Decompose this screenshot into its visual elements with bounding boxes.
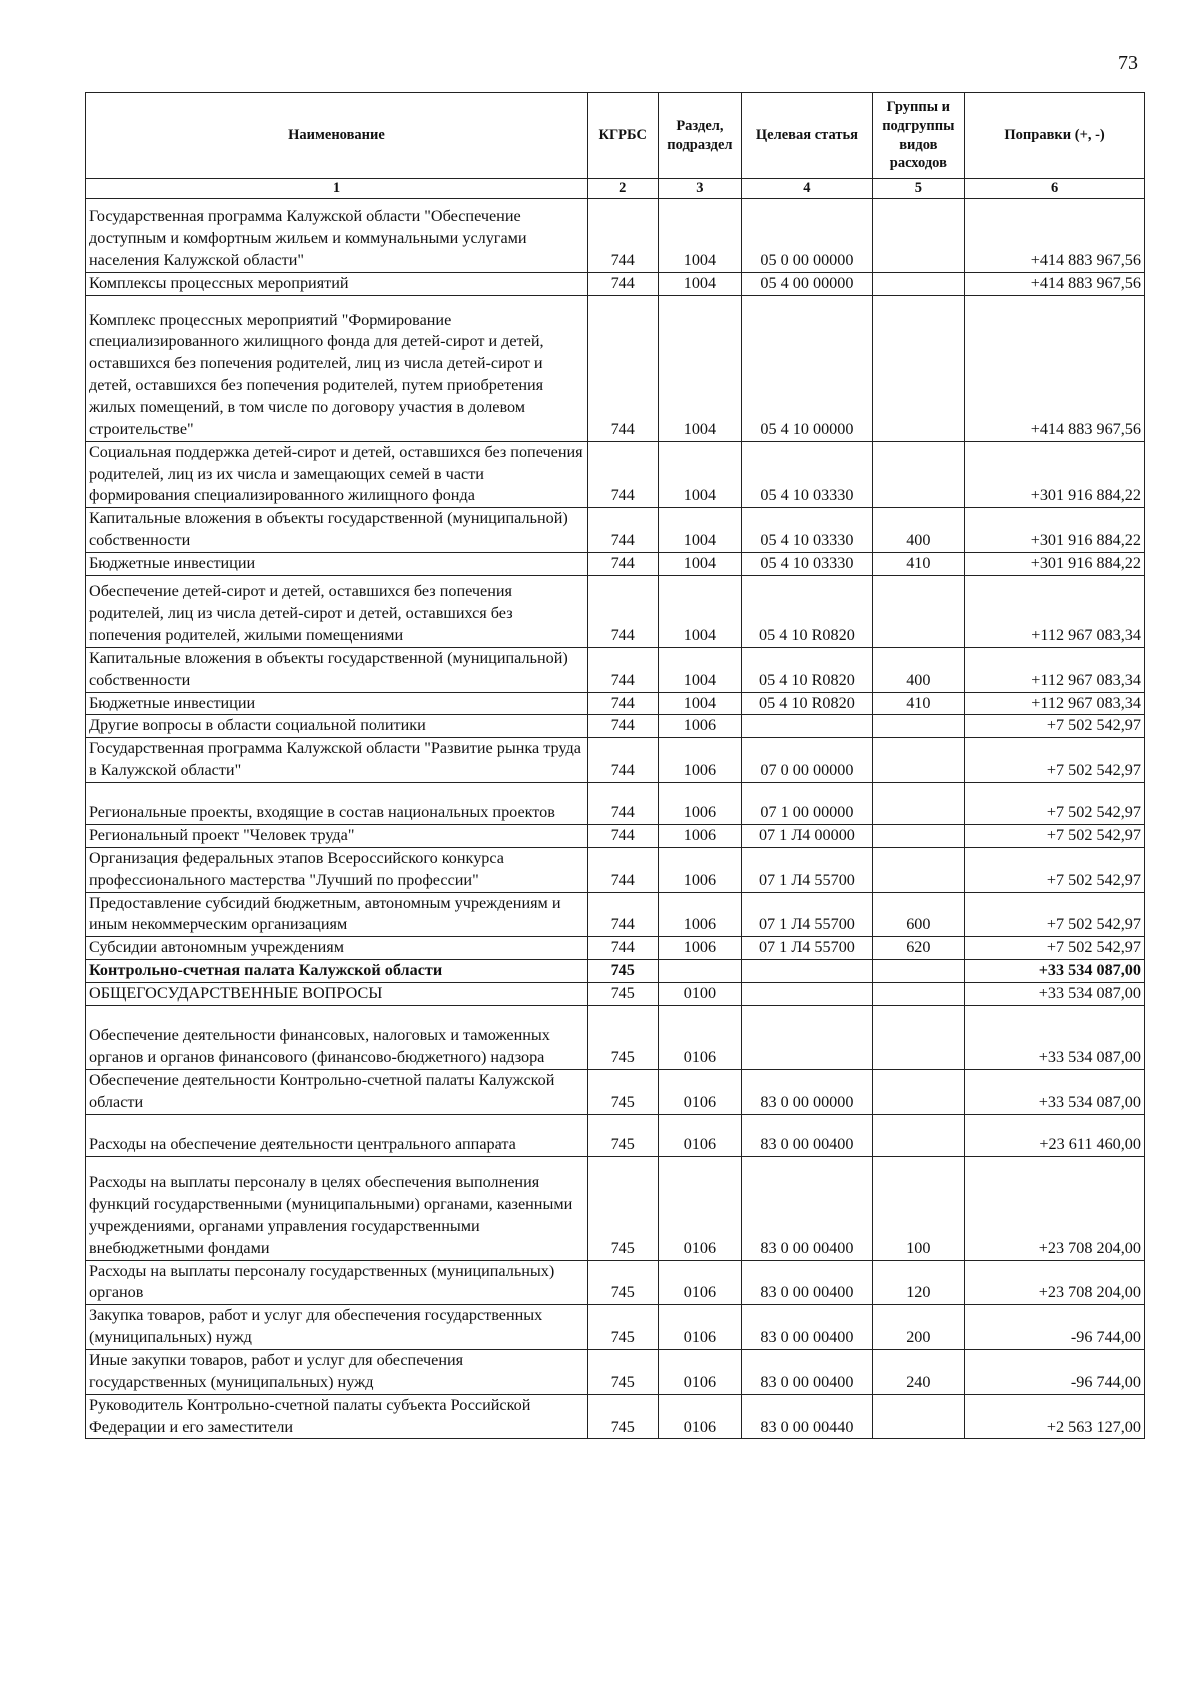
row-name: Капитальные вложения в объекты государственной (муниципальной) собственности bbox=[86, 508, 588, 553]
row-amendment-amount: +7 502 542,97 bbox=[965, 847, 1145, 892]
table-row bbox=[86, 738, 1145, 783]
row-kgrbs: 745 bbox=[587, 960, 658, 983]
row-name: ОБЩЕГОСУДАРСТВЕННЫЕ ВОПРОСЫ bbox=[86, 983, 588, 1006]
row-section: 1004 bbox=[658, 272, 742, 295]
row-target-article: 83 0 00 00400 bbox=[742, 1260, 872, 1305]
row-amendment-amount: +7 502 542,97 bbox=[965, 825, 1145, 848]
table-body bbox=[86, 198, 1145, 1439]
column-number: 4 bbox=[742, 179, 872, 199]
table-row bbox=[86, 575, 1145, 647]
row-target-article: 83 0 00 00400 bbox=[742, 1156, 872, 1260]
row-name: Капитальные вложения в объекты государственной (муниципальной) собственности bbox=[86, 647, 588, 692]
row-target-article: 83 0 00 00400 bbox=[742, 1305, 872, 1350]
row-name: Социальная поддержка детей-сирот и детей, оставшихся без попечения родителей, лиц из их числа и замещающих семей в части формирования специализированного жилищного фонда bbox=[86, 441, 588, 508]
row-expense-group bbox=[872, 847, 965, 892]
row-amendment-amount: +33 534 087,00 bbox=[965, 960, 1145, 983]
row-amendment-amount: +414 883 967,56 bbox=[965, 198, 1145, 272]
row-kgrbs: 745 bbox=[587, 1305, 658, 1350]
row-target-article: 05 4 10 03330 bbox=[742, 508, 872, 553]
row-amendment-amount: +112 967 083,34 bbox=[965, 692, 1145, 715]
row-section: 1006 bbox=[658, 937, 742, 960]
row-target-article: 07 1 Л4 55700 bbox=[742, 937, 872, 960]
row-name: Обеспечение деятельности финансовых, налоговых и таможенных органов и органов финансового (финансово-бюджетного) надзора bbox=[86, 1005, 588, 1069]
row-name: Обеспечение детей-сирот и детей, оставшихся без попечения родителей, лиц из числа детей-сирот и детей, оставшихся без попечения родителей, жилыми помещениями bbox=[86, 575, 588, 647]
row-section: 0106 bbox=[658, 1305, 742, 1350]
row-amendment-amount: +112 967 083,34 bbox=[965, 575, 1145, 647]
row-name: Предоставление субсидий бюджетным, автономным учреждениям и иным некоммерческим организациям bbox=[86, 892, 588, 937]
row-section: 1004 bbox=[658, 575, 742, 647]
table-row bbox=[86, 295, 1145, 441]
row-expense-group: 120 bbox=[872, 1260, 965, 1305]
row-section: 0106 bbox=[658, 1260, 742, 1305]
row-name: Расходы на выплаты персоналу в целях обеспечения выполнения функций государственными (муниципальными) органами, казенными учреждениями, органами управления государственными внебюджетными фондами bbox=[86, 1156, 588, 1260]
table-row bbox=[86, 825, 1145, 848]
row-expense-group: 400 bbox=[872, 647, 965, 692]
row-section: 0106 bbox=[658, 1394, 742, 1439]
table-row bbox=[86, 983, 1145, 1006]
row-section: 0106 bbox=[658, 1114, 742, 1156]
row-kgrbs: 745 bbox=[587, 1156, 658, 1260]
header-amendments: Поправки (+, -) bbox=[965, 93, 1145, 179]
table-row bbox=[86, 272, 1145, 295]
row-target-article bbox=[742, 960, 872, 983]
table-row bbox=[86, 1305, 1145, 1350]
row-kgrbs: 744 bbox=[587, 692, 658, 715]
column-number-row bbox=[86, 179, 1145, 199]
row-target-article: 07 0 00 00000 bbox=[742, 738, 872, 783]
row-name: Контрольно-счетная палата Калужской области bbox=[86, 960, 588, 983]
row-kgrbs: 745 bbox=[587, 983, 658, 1006]
page-number: 73 bbox=[1118, 52, 1138, 74]
row-expense-group bbox=[872, 198, 965, 272]
row-section: 0106 bbox=[658, 1156, 742, 1260]
row-amendment-amount: +2 563 127,00 bbox=[965, 1394, 1145, 1439]
header-kgrbs: КГРБС bbox=[587, 93, 658, 179]
budget-table bbox=[85, 92, 1145, 1439]
row-name: Комплекс процессных мероприятий "Формирование специализированного жилищного фонда для детей-сирот и детей, оставшихся без попечения родителей, лиц из числа детей-сирот и детей, оставшихся без попечения родителей, путем приобретения жилых помещений, в том числе по договору участия в долевом строительстве" bbox=[86, 295, 588, 441]
row-target-article: 05 4 10 R0820 bbox=[742, 692, 872, 715]
row-amendment-amount: +7 502 542,97 bbox=[965, 738, 1145, 783]
row-expense-group bbox=[872, 575, 965, 647]
header-section: Раздел, подраздел bbox=[658, 93, 742, 179]
row-expense-group bbox=[872, 1114, 965, 1156]
row-amendment-amount: +33 534 087,00 bbox=[965, 1005, 1145, 1069]
row-amendment-amount: +414 883 967,56 bbox=[965, 272, 1145, 295]
row-target-article: 05 0 00 00000 bbox=[742, 198, 872, 272]
row-kgrbs: 744 bbox=[587, 738, 658, 783]
table-row bbox=[86, 783, 1145, 825]
table-row bbox=[86, 441, 1145, 508]
row-kgrbs: 744 bbox=[587, 198, 658, 272]
row-target-article: 05 4 10 R0820 bbox=[742, 575, 872, 647]
table-row bbox=[86, 198, 1145, 272]
row-expense-group bbox=[872, 295, 965, 441]
row-kgrbs: 744 bbox=[587, 575, 658, 647]
row-kgrbs: 745 bbox=[587, 1394, 658, 1439]
column-number: 5 bbox=[872, 179, 965, 199]
row-kgrbs: 744 bbox=[587, 441, 658, 508]
column-number: 2 bbox=[587, 179, 658, 199]
row-kgrbs: 744 bbox=[587, 937, 658, 960]
table-row bbox=[86, 1260, 1145, 1305]
row-section: 1004 bbox=[658, 647, 742, 692]
row-section: 1006 bbox=[658, 892, 742, 937]
row-amendment-amount: +33 534 087,00 bbox=[965, 1069, 1145, 1114]
row-target-article: 07 1 Л4 55700 bbox=[742, 892, 872, 937]
row-target-article: 07 1 00 00000 bbox=[742, 783, 872, 825]
row-expense-group bbox=[872, 783, 965, 825]
row-amendment-amount: +7 502 542,97 bbox=[965, 892, 1145, 937]
row-expense-group bbox=[872, 1005, 965, 1069]
table-row bbox=[86, 692, 1145, 715]
row-target-article bbox=[742, 1005, 872, 1069]
row-amendment-amount: +7 502 542,97 bbox=[965, 715, 1145, 738]
row-amendment-amount: +23 708 204,00 bbox=[965, 1156, 1145, 1260]
row-expense-group bbox=[872, 441, 965, 508]
row-name: Бюджетные инвестиции bbox=[86, 553, 588, 576]
row-section: 1006 bbox=[658, 783, 742, 825]
row-target-article: 83 0 00 00440 bbox=[742, 1394, 872, 1439]
row-kgrbs: 744 bbox=[587, 783, 658, 825]
row-section: 1006 bbox=[658, 738, 742, 783]
row-amendment-amount: +414 883 967,56 bbox=[965, 295, 1145, 441]
row-expense-group bbox=[872, 1394, 965, 1439]
row-section: 1004 bbox=[658, 198, 742, 272]
column-number: 6 bbox=[965, 179, 1145, 199]
row-amendment-amount: +23 611 460,00 bbox=[965, 1114, 1145, 1156]
row-name: Организация федеральных этапов Всероссийского конкурса профессионального мастерства "Лучший по профессии" bbox=[86, 847, 588, 892]
row-target-article bbox=[742, 983, 872, 1006]
row-kgrbs: 744 bbox=[587, 825, 658, 848]
row-target-article: 05 4 10 R0820 bbox=[742, 647, 872, 692]
row-name: Иные закупки товаров, работ и услуг для обеспечения государственных (муниципальных) нужд bbox=[86, 1350, 588, 1395]
row-name: Бюджетные инвестиции bbox=[86, 692, 588, 715]
row-expense-group bbox=[872, 272, 965, 295]
row-section: 1006 bbox=[658, 825, 742, 848]
row-amendment-amount: -96 744,00 bbox=[965, 1305, 1145, 1350]
row-amendment-amount: +301 916 884,22 bbox=[965, 441, 1145, 508]
row-kgrbs: 745 bbox=[587, 1069, 658, 1114]
row-kgrbs: 745 bbox=[587, 1005, 658, 1069]
table-row bbox=[86, 1069, 1145, 1114]
row-expense-group: 620 bbox=[872, 937, 965, 960]
row-name: Расходы на обеспечение деятельности центрального аппарата bbox=[86, 1114, 588, 1156]
row-kgrbs: 744 bbox=[587, 847, 658, 892]
row-kgrbs: 744 bbox=[587, 272, 658, 295]
row-expense-group: 600 bbox=[872, 892, 965, 937]
row-target-article: 83 0 00 00400 bbox=[742, 1350, 872, 1395]
row-name: Другие вопросы в области социальной политики bbox=[86, 715, 588, 738]
row-name: Региональный проект "Человек труда" bbox=[86, 825, 588, 848]
row-name: Региональные проекты, входящие в состав национальных проектов bbox=[86, 783, 588, 825]
row-kgrbs: 744 bbox=[587, 295, 658, 441]
row-amendment-amount: -96 744,00 bbox=[965, 1350, 1145, 1395]
row-target-article: 05 4 00 00000 bbox=[742, 272, 872, 295]
row-kgrbs: 745 bbox=[587, 1260, 658, 1305]
row-target-article: 07 1 Л4 00000 bbox=[742, 825, 872, 848]
row-amendment-amount: +7 502 542,97 bbox=[965, 937, 1145, 960]
row-expense-group bbox=[872, 983, 965, 1006]
table-row bbox=[86, 1114, 1145, 1156]
header-groups: Группы и подгруппы видов расходов bbox=[872, 93, 965, 179]
row-expense-group bbox=[872, 738, 965, 783]
header-target: Целевая статья bbox=[742, 93, 872, 179]
row-name: Закупка товаров, работ и услуг для обеспечения государственных (муниципальных) нужд bbox=[86, 1305, 588, 1350]
row-kgrbs: 744 bbox=[587, 715, 658, 738]
row-expense-group: 400 bbox=[872, 508, 965, 553]
row-name: Расходы на выплаты персоналу государственных (муниципальных) органов bbox=[86, 1260, 588, 1305]
row-expense-group bbox=[872, 825, 965, 848]
row-section: 1004 bbox=[658, 692, 742, 715]
row-kgrbs: 744 bbox=[587, 553, 658, 576]
row-target-article: 83 0 00 00000 bbox=[742, 1069, 872, 1114]
row-expense-group bbox=[872, 715, 965, 738]
table-row bbox=[86, 847, 1145, 892]
row-amendment-amount: +112 967 083,34 bbox=[965, 647, 1145, 692]
header-name: Наименование bbox=[86, 93, 588, 179]
row-expense-group bbox=[872, 1069, 965, 1114]
row-section bbox=[658, 960, 742, 983]
row-expense-group: 200 bbox=[872, 1305, 965, 1350]
row-name: Обеспечение деятельности Контрольно-счетной палаты Калужской области bbox=[86, 1069, 588, 1114]
row-name: Государственная программа Калужской области "Развитие рынка труда в Калужской области" bbox=[86, 738, 588, 783]
column-number: 3 bbox=[658, 179, 742, 199]
table-row bbox=[86, 1394, 1145, 1439]
row-name: Государственная программа Калужской области "Обеспечение доступным и комфортным жильем и коммунальными услугами населения Калужской области" bbox=[86, 198, 588, 272]
row-section: 1004 bbox=[658, 508, 742, 553]
row-section: 0106 bbox=[658, 1069, 742, 1114]
row-expense-group bbox=[872, 960, 965, 983]
row-section: 0106 bbox=[658, 1350, 742, 1395]
row-name: Субсидии автономным учреждениям bbox=[86, 937, 588, 960]
column-number: 1 bbox=[86, 179, 588, 199]
row-target-article: 05 4 10 03330 bbox=[742, 553, 872, 576]
row-section: 1006 bbox=[658, 847, 742, 892]
row-section: 1004 bbox=[658, 295, 742, 441]
row-amendment-amount: +7 502 542,97 bbox=[965, 783, 1145, 825]
table-row bbox=[86, 1005, 1145, 1069]
row-amendment-amount: +33 534 087,00 bbox=[965, 983, 1145, 1006]
row-section: 1004 bbox=[658, 441, 742, 508]
row-expense-group: 100 bbox=[872, 1156, 965, 1260]
table-row bbox=[86, 960, 1145, 983]
row-expense-group: 410 bbox=[872, 692, 965, 715]
row-kgrbs: 744 bbox=[587, 647, 658, 692]
row-amendment-amount: +301 916 884,22 bbox=[965, 508, 1145, 553]
row-target-article: 05 4 10 00000 bbox=[742, 295, 872, 441]
header-row bbox=[86, 93, 1145, 179]
table-row bbox=[86, 553, 1145, 576]
table-row bbox=[86, 508, 1145, 553]
table-row bbox=[86, 937, 1145, 960]
row-target-article: 83 0 00 00400 bbox=[742, 1114, 872, 1156]
row-section: 1004 bbox=[658, 553, 742, 576]
row-kgrbs: 744 bbox=[587, 508, 658, 553]
table-row bbox=[86, 715, 1145, 738]
row-name: Комплексы процессных мероприятий bbox=[86, 272, 588, 295]
row-amendment-amount: +301 916 884,22 bbox=[965, 553, 1145, 576]
row-target-article: 07 1 Л4 55700 bbox=[742, 847, 872, 892]
row-kgrbs: 745 bbox=[587, 1350, 658, 1395]
table-row bbox=[86, 1350, 1145, 1395]
row-expense-group: 240 bbox=[872, 1350, 965, 1395]
row-amendment-amount: +23 708 204,00 bbox=[965, 1260, 1145, 1305]
row-section: 1006 bbox=[658, 715, 742, 738]
row-target-article: 05 4 10 03330 bbox=[742, 441, 872, 508]
row-target-article bbox=[742, 715, 872, 738]
row-section: 0100 bbox=[658, 983, 742, 1006]
table-row bbox=[86, 892, 1145, 937]
table-row bbox=[86, 647, 1145, 692]
row-name: Руководитель Контрольно-счетной палаты субъекта Российской Федерации и его заместители bbox=[86, 1394, 588, 1439]
row-section: 0106 bbox=[658, 1005, 742, 1069]
row-kgrbs: 744 bbox=[587, 892, 658, 937]
row-expense-group: 410 bbox=[872, 553, 965, 576]
row-kgrbs: 745 bbox=[587, 1114, 658, 1156]
table-row bbox=[86, 1156, 1145, 1260]
